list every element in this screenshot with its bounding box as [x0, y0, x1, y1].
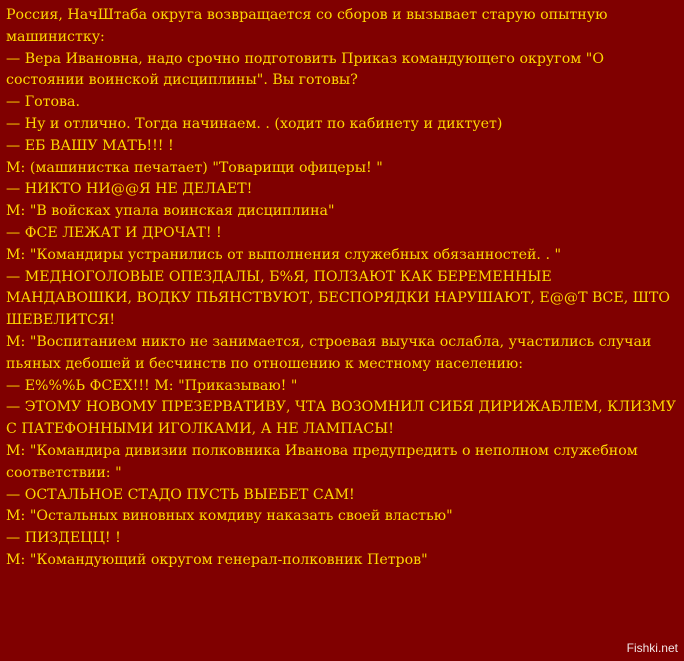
watermark: Fishki.net: [626, 641, 678, 655]
joke-text-block: [6, 5, 678, 572]
text-line: — Ну и отлично. Тогда начинаем. . (ходит по кабинету и диктует): [6, 115, 503, 132]
text-line: М: "Командующий округом генерал-полковник Петров": [6, 551, 428, 568]
text-line: М: (машинистка печатает) "Товарищи офицеры! ": [6, 159, 383, 176]
text-line: — ФСЕ ЛЕЖАТ И ДРОЧАТ! !: [6, 224, 222, 241]
text-line: М: "Командира дивизии полковника Иванова предупредить о неполном служебном соответствии: ": [6, 442, 638, 481]
text-line: — МЕДНОГОЛОВЫЕ ОПЕЗДАЛЫ, Б%Я, ПОЛЗАЮТ КАК БЕРЕМЕННЫЕ МАНДАВОШКИ, ВОДКУ ПЬЯНСТВУЮТ, БЕСПОРЯДКИ НАРУШАЮТ, Е@@Т ВСЕ, ШТО ШЕВЕЛИТСЯ!: [6, 268, 670, 329]
text-line: — НИКТО НИ@@Я НЕ ДЕЛАЕТ!: [6, 181, 253, 198]
text-line: — ОСТАЛЬНОЕ СТАДО ПУСТЬ ВЫЕБЕТ САМ!: [6, 486, 355, 503]
text-line: М: "Воспитанием никто не занимается, строевая выучка ослабла, участились случаи пьяных дебошей и бесчинств по отношению к местному населению:: [6, 333, 652, 372]
text-line: М: "В войсках упала воинская дисциплина": [6, 203, 335, 220]
text-line: — ЕБ ВАШУ МАТЬ!!! !: [6, 137, 174, 154]
text-line: Россия, НачШтаба округа возвращается со сборов и вызывает старую опытную машинистку:: [6, 7, 608, 45]
text-line: М: "Остальных виновных комдиву наказать своей властью": [6, 508, 453, 525]
text-line: М: "Командиры устранились от выполнения служебных обязанностей. . ": [6, 246, 561, 263]
text-line: — Готова.: [6, 94, 80, 111]
text-line: — ПИЗДЕЦЦ! !: [6, 530, 121, 547]
text-line: — Вера Ивановна, надо срочно подготовить Приказ командующего округом "О состоянии воинской дисциплины". Вы готовы?: [6, 50, 604, 89]
text-line: — Е%%%Ь ФСЕХ!!! М: "Приказываю! ": [6, 377, 298, 394]
text-line: — ЭТОМУ НОВОМУ ПРЕЗЕРВАТИВУ, ЧТА ВОЗОМНИЛ СИБЯ ДИРИЖАБЛЕМ, КЛИЗМУ С ПАТЕФОННЫМИ ИГОЛКАМИ, А НЕ ЛАМПАСЫ!: [6, 399, 676, 438]
